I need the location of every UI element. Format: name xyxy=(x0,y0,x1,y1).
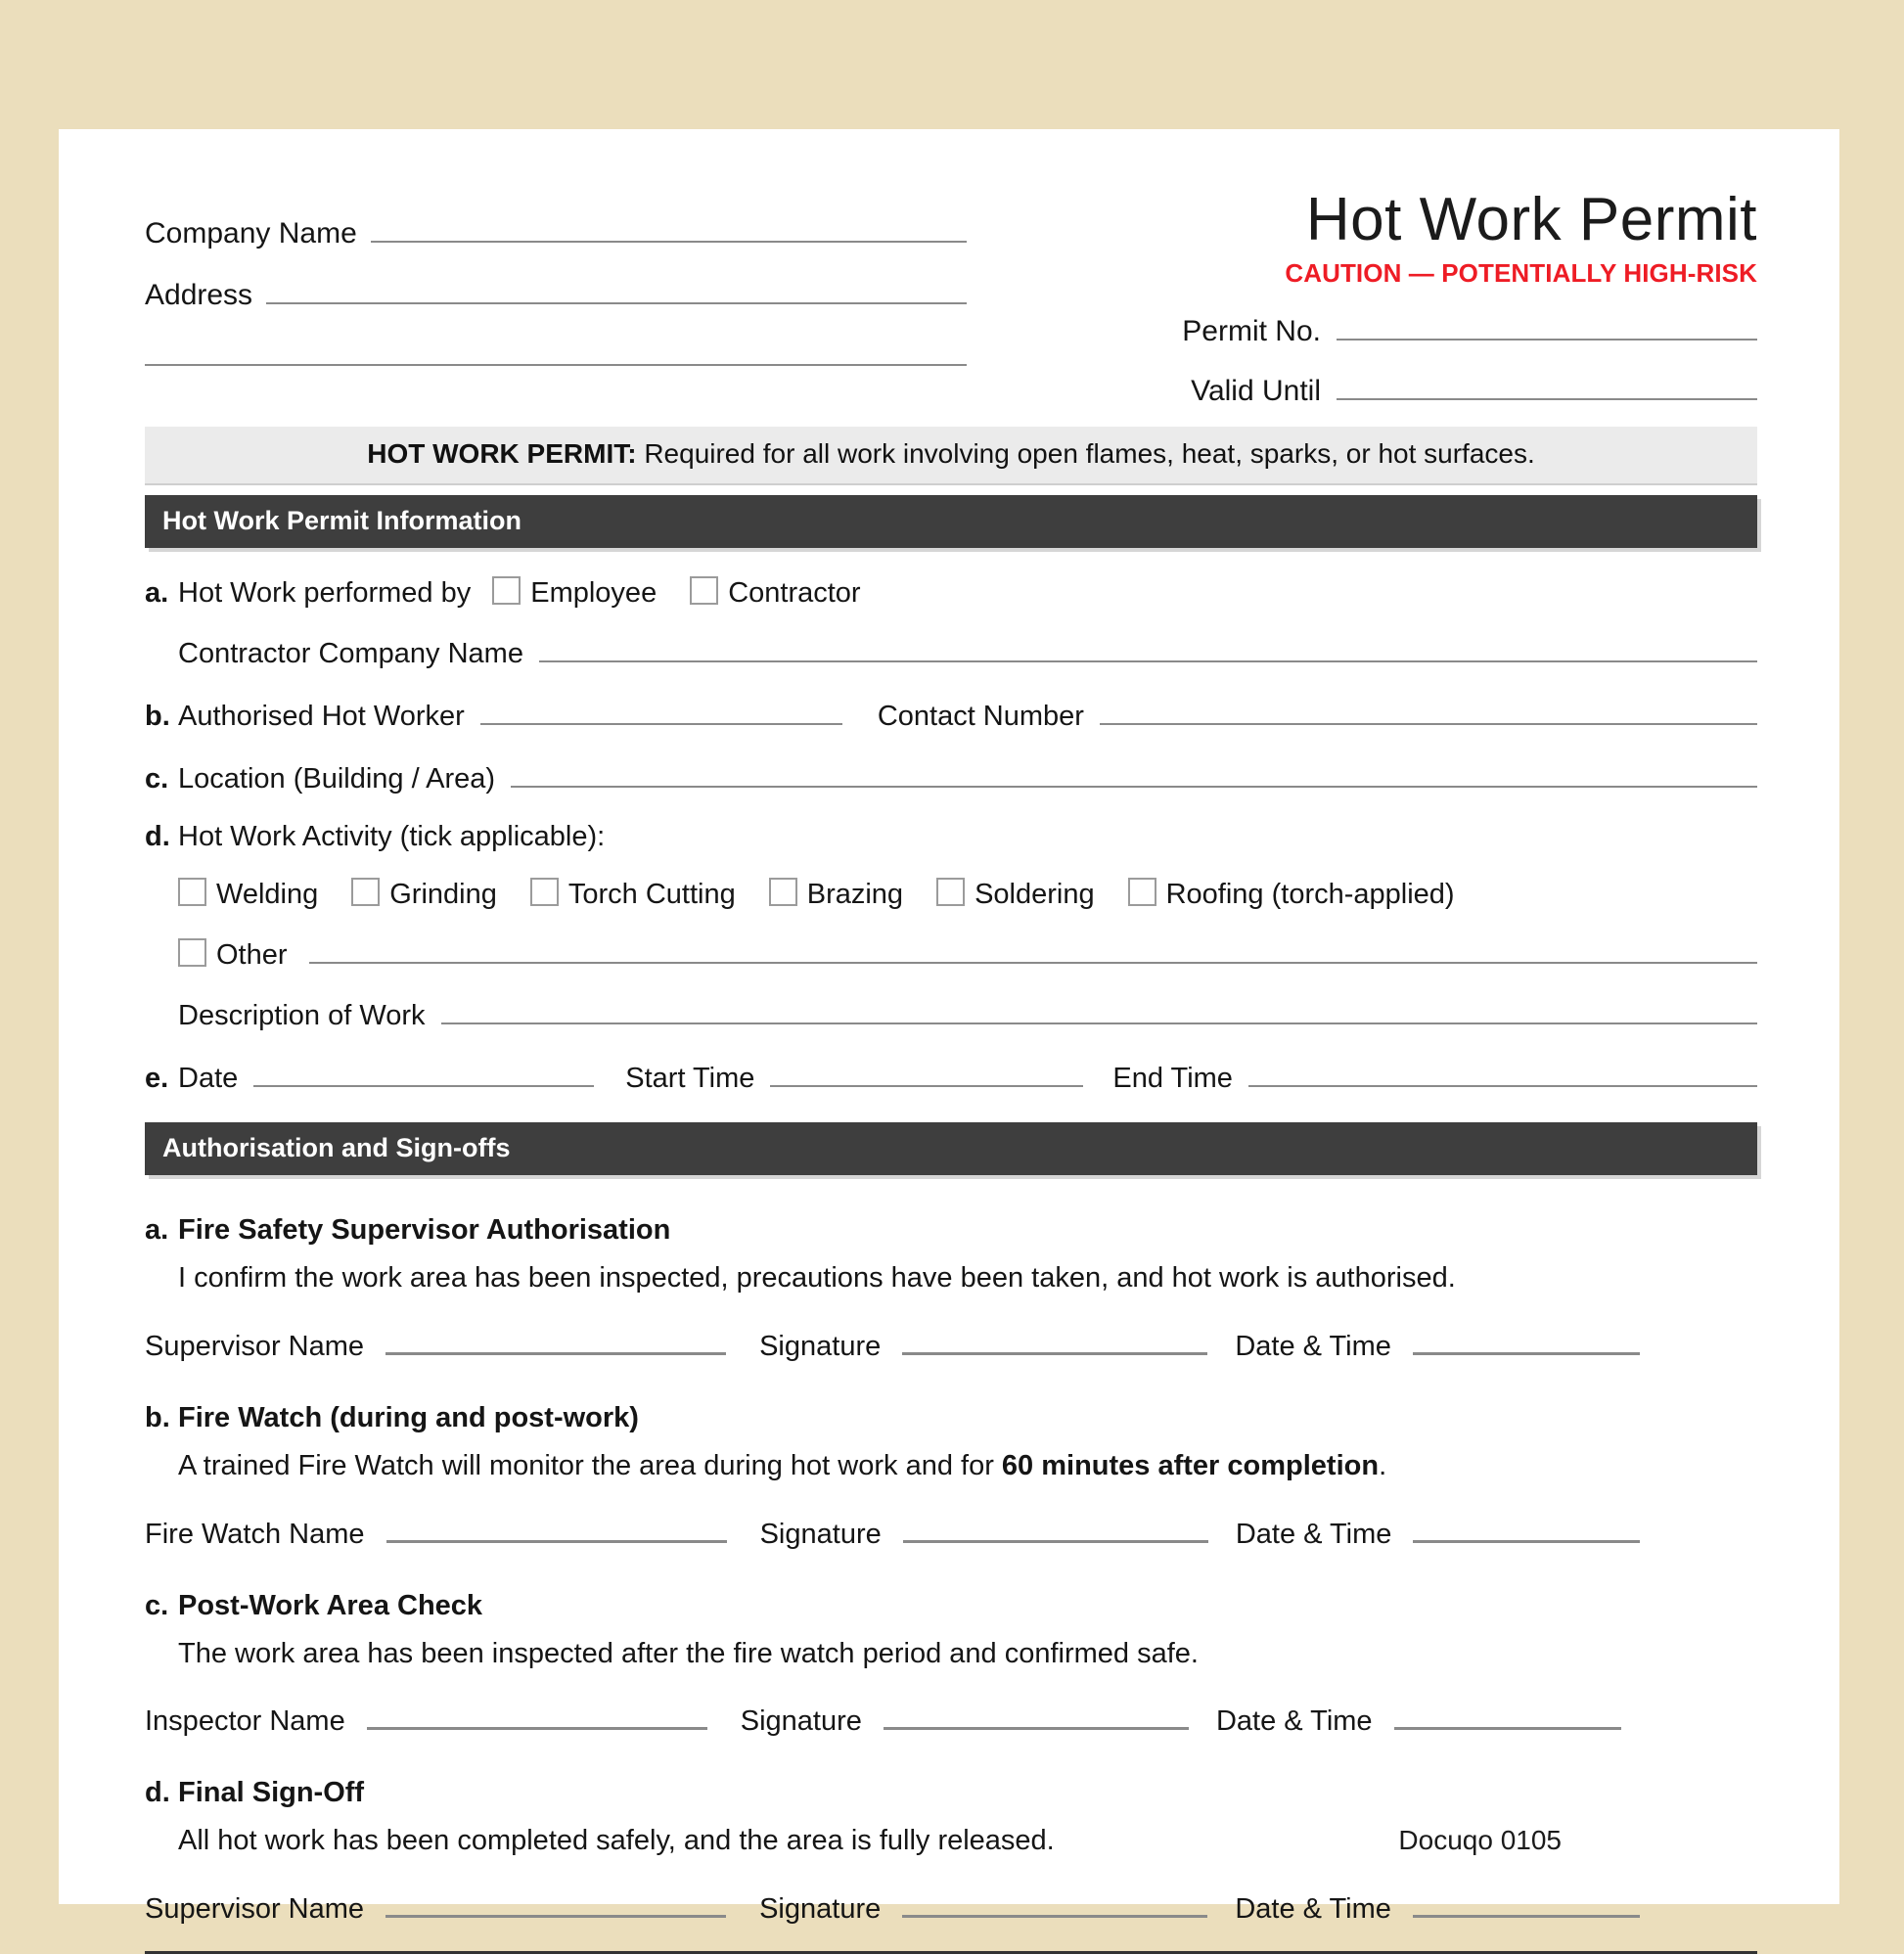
auth-d-title: Final Sign-Off xyxy=(178,1777,365,1809)
auth-b-heading xyxy=(145,1402,1757,1434)
item-b-marker: b. xyxy=(145,701,170,733)
checkbox-icon[interactable] xyxy=(690,576,718,605)
auth-b-name-input[interactable] xyxy=(386,1515,727,1543)
valid-until-row xyxy=(935,369,1757,407)
date-label: Date xyxy=(178,1063,239,1095)
notice-bar xyxy=(145,427,1757,485)
checkbox-roofing-label: Roofing (torch-applied) xyxy=(1165,879,1455,911)
date-input[interactable] xyxy=(253,1058,594,1087)
auth-b-datetime-label: Date & Time xyxy=(1235,1518,1392,1550)
contractor-company-input[interactable] xyxy=(539,633,1757,662)
checkbox-employee[interactable] xyxy=(492,573,657,610)
auth-b-signature-row xyxy=(145,1515,1757,1551)
location-input[interactable] xyxy=(511,758,1757,788)
permit-no-input[interactable] xyxy=(1337,309,1757,341)
authorised-worker-label: Authorised Hot Worker xyxy=(178,701,465,733)
auth-d-signature-row xyxy=(145,1889,1757,1926)
location-label: Location (Building / Area) xyxy=(178,763,496,795)
item-d-activity xyxy=(145,821,1757,853)
end-time-label: End Time xyxy=(1112,1063,1233,1095)
start-time-label: Start Time xyxy=(625,1063,755,1095)
auth-b-signature-input[interactable] xyxy=(903,1515,1208,1543)
checkbox-brazing-label: Brazing xyxy=(806,879,904,911)
auth-b-text-pre: A trained Fire Watch will monitor the area during hot work and for xyxy=(178,1449,1002,1481)
checkbox-welding[interactable] xyxy=(178,875,318,911)
address-row-second xyxy=(145,335,967,366)
page-title: Hot Work Permit xyxy=(1305,186,1757,253)
section-header-permit-information: Hot Work Permit Information xyxy=(145,495,1757,548)
item-e-marker: e. xyxy=(145,1063,169,1095)
item-e-date-time xyxy=(145,1058,1757,1095)
auth-a-text: I confirm the work area has been inspected, precautions have been taken, and hot work is authorised. xyxy=(178,1262,1456,1295)
auth-b-text xyxy=(178,1448,1757,1485)
checkbox-other[interactable] xyxy=(178,935,288,972)
auth-c-signature-row xyxy=(145,1702,1757,1738)
item-a-performed-by xyxy=(145,573,1757,610)
document-page xyxy=(59,129,1839,1926)
auth-c-signature-label: Signature xyxy=(740,1705,862,1738)
checkbox-grinding[interactable] xyxy=(351,875,497,911)
activity-other-row xyxy=(178,934,1757,972)
permit-no-label: Permit No. xyxy=(1182,314,1321,347)
auth-c-title: Post-Work Area Check xyxy=(178,1589,483,1621)
auth-b-text-post: . xyxy=(1379,1449,1387,1481)
header-right-block xyxy=(935,188,1757,407)
auth-a-marker: a. xyxy=(145,1214,169,1247)
item-a-marker: a. xyxy=(145,577,169,610)
address-label: Address xyxy=(145,279,253,311)
valid-until-label: Valid Until xyxy=(1191,374,1321,407)
auth-d-heading xyxy=(145,1777,1757,1809)
docuqo-watermark: Docuqo 0105 xyxy=(1398,1825,1562,1856)
auth-b-title: Fire Watch (during and post-work) xyxy=(178,1401,639,1433)
auth-d-marker: d. xyxy=(145,1777,170,1809)
document-content xyxy=(145,188,1757,1954)
auth-a-signature-row xyxy=(145,1327,1757,1363)
auth-b-text-bold: 60 minutes after completion xyxy=(1001,1449,1380,1481)
auth-d-datetime-input[interactable] xyxy=(1413,1889,1640,1918)
auth-a-datetime-label: Date & Time xyxy=(1235,1330,1391,1362)
description-of-work-input[interactable] xyxy=(441,995,1758,1024)
auth-c-datetime-input[interactable] xyxy=(1394,1702,1621,1730)
auth-b-signature-label: Signature xyxy=(759,1518,882,1550)
checkbox-soldering[interactable] xyxy=(936,875,1095,911)
auth-d-name-input[interactable] xyxy=(385,1889,726,1918)
header-left-fields xyxy=(145,211,967,389)
checkbox-brazing[interactable] xyxy=(769,875,903,911)
auth-c-signature-input[interactable] xyxy=(884,1702,1189,1730)
auth-c-heading xyxy=(145,1590,1757,1622)
auth-a-signature-input[interactable] xyxy=(902,1327,1207,1355)
checkbox-icon[interactable] xyxy=(178,878,206,906)
checkbox-icon[interactable] xyxy=(936,878,965,906)
contractor-company-row xyxy=(178,633,1757,670)
activity-other-input[interactable] xyxy=(309,934,1757,964)
contractor-company-label: Contractor Company Name xyxy=(178,638,523,670)
description-of-work-label: Description of Work xyxy=(178,1000,426,1032)
contact-number-input[interactable] xyxy=(1100,696,1757,725)
checkbox-icon[interactable] xyxy=(530,878,559,906)
auth-b-name-label: Fire Watch Name xyxy=(145,1518,365,1550)
item-c-location xyxy=(145,758,1757,795)
permit-no-row xyxy=(935,309,1757,347)
auth-c-datetime-label: Date & Time xyxy=(1215,1705,1373,1738)
company-name-label: Company Name xyxy=(145,217,357,250)
checkbox-employee-label: Employee xyxy=(530,577,657,610)
performed-by-label: Hot Work performed by xyxy=(178,577,472,610)
checkbox-contractor[interactable] xyxy=(690,573,860,610)
auth-d-name-label: Supervisor Name xyxy=(145,1893,365,1926)
address-input-line2[interactable] xyxy=(145,335,967,366)
checkbox-contractor-label: Contractor xyxy=(728,577,861,610)
notice-strong: HOT WORK PERMIT: xyxy=(367,438,637,469)
auth-a-title: Fire Safety Supervisor Authorisation xyxy=(178,1214,671,1247)
checkbox-grinding-label: Grinding xyxy=(389,879,497,911)
auth-c-name-label: Inspector Name xyxy=(145,1705,345,1738)
auth-c-text: The work area has been inspected after the fire watch period and confirmed safe. xyxy=(178,1637,1199,1669)
auth-d-text-row xyxy=(178,1823,1757,1860)
company-name-row xyxy=(145,211,967,250)
item-c-marker: c. xyxy=(145,763,169,795)
auth-d-text: All hot work has been completed safely, and the area is fully released. xyxy=(178,1825,1055,1857)
activity-label: Hot Work Activity (tick applicable): xyxy=(178,821,606,853)
auth-a-datetime-input[interactable] xyxy=(1413,1327,1640,1355)
checkbox-roofing[interactable] xyxy=(1128,875,1455,911)
checkbox-welding-label: Welding xyxy=(216,879,319,911)
auth-a-signature-label: Signature xyxy=(759,1330,882,1362)
auth-a-name-input[interactable] xyxy=(385,1327,726,1355)
end-time-input[interactable] xyxy=(1248,1058,1757,1087)
auth-b-datetime-input[interactable] xyxy=(1413,1515,1640,1543)
checkbox-torch-cutting[interactable] xyxy=(530,875,736,911)
authorised-worker-input[interactable] xyxy=(480,696,842,725)
notice-text: Required for all work involving open flames, heat, sparks, or hot surfaces. xyxy=(636,438,1535,469)
item-b-authorised-worker xyxy=(145,696,1757,733)
auth-c-name-input[interactable] xyxy=(367,1702,707,1730)
company-name-input[interactable] xyxy=(371,211,967,243)
address-input[interactable] xyxy=(266,273,967,304)
valid-until-input[interactable] xyxy=(1337,369,1757,400)
checkbox-icon[interactable] xyxy=(178,938,206,967)
caution-banner: CAUTION — POTENTIALLY HIGH-RISK xyxy=(1285,258,1757,289)
auth-d-datetime-label: Date & Time xyxy=(1235,1893,1391,1926)
checkbox-soldering-label: Soldering xyxy=(975,879,1095,911)
checkbox-icon[interactable] xyxy=(1128,878,1156,906)
auth-d-signature-label: Signature xyxy=(759,1893,882,1926)
description-of-work-row xyxy=(178,995,1757,1032)
start-time-input[interactable] xyxy=(770,1058,1083,1087)
activity-checkbox-group xyxy=(178,875,1757,911)
auth-a-heading xyxy=(145,1214,1757,1247)
auth-c-marker: c. xyxy=(145,1589,169,1621)
auth-b-marker: b. xyxy=(145,1401,170,1433)
section-header-authorisation: Authorisation and Sign-offs xyxy=(145,1122,1757,1175)
checkbox-other-label: Other xyxy=(216,939,288,972)
address-row xyxy=(145,273,967,311)
auth-d-signature-input[interactable] xyxy=(902,1889,1207,1918)
contact-number-label: Contact Number xyxy=(877,701,1084,733)
document-header xyxy=(145,188,1757,413)
checkbox-torch-cutting-label: Torch Cutting xyxy=(567,879,736,911)
checkbox-icon[interactable] xyxy=(769,878,797,906)
checkbox-icon[interactable] xyxy=(492,576,521,605)
auth-a-name-label: Supervisor Name xyxy=(145,1330,365,1362)
item-d-marker: d. xyxy=(145,821,170,853)
checkbox-icon[interactable] xyxy=(351,878,380,906)
